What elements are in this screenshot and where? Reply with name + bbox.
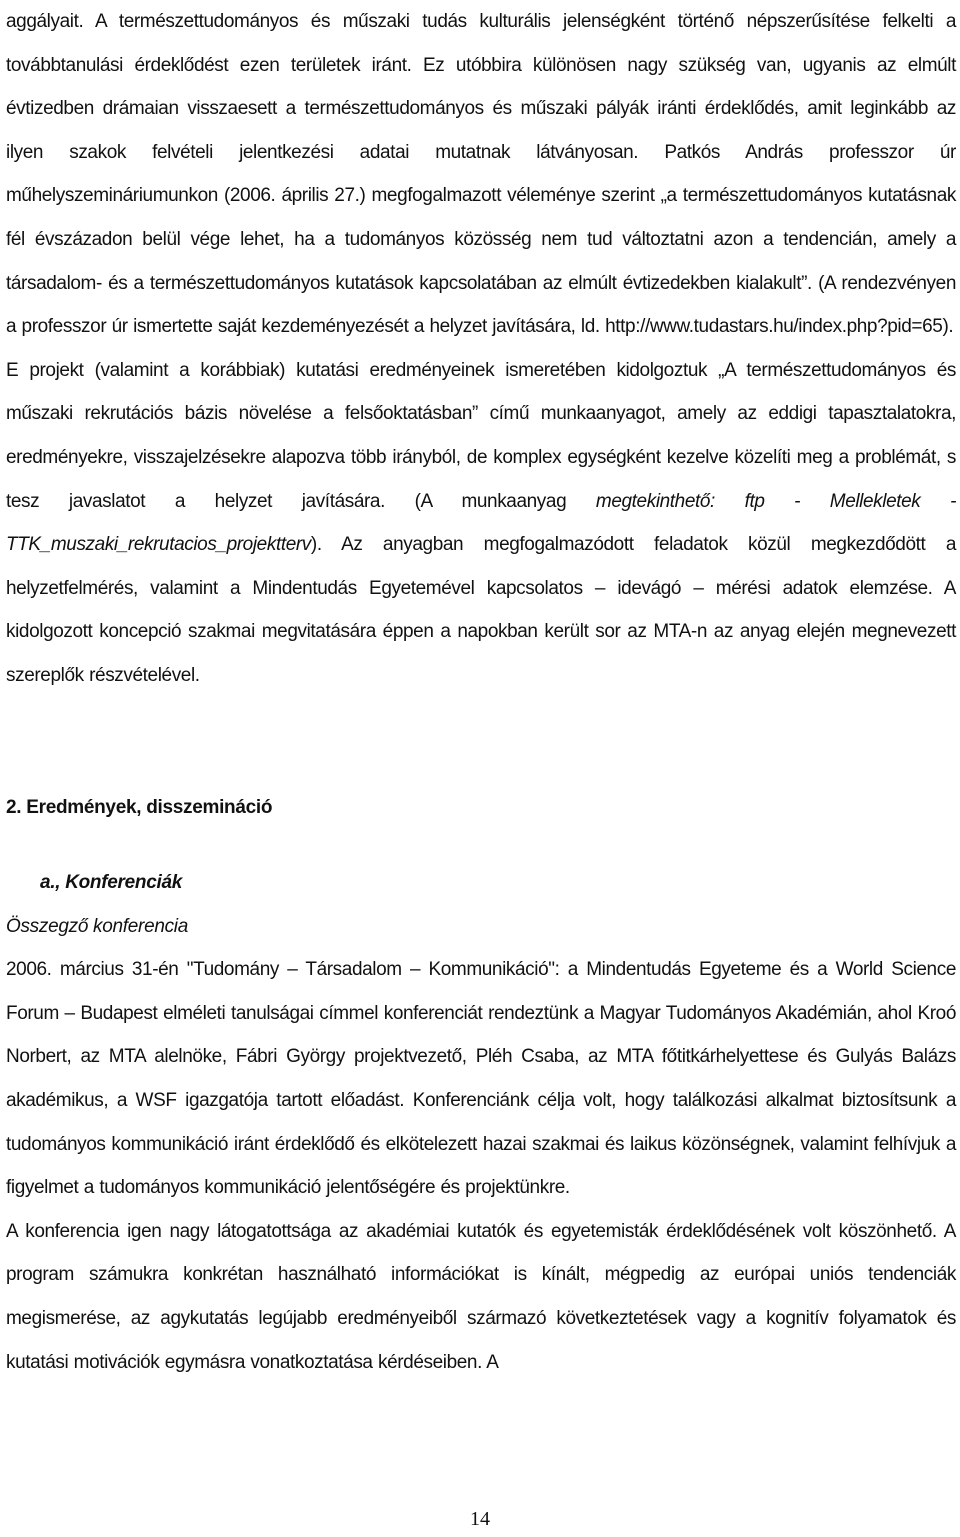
body-paragraph xyxy=(6,349,956,698)
paragraph-text: E projekt (valamint a korábbiak) kutatási eredményeinek ismeretében kidolgoztuk „A természettudományos és műszaki rekrutációs bázis növelése a felsőoktatásban” című munkaanyagot, amely az eddigi tapasztalatokra, eredményekre, visszajelzésekre alapozva több irányból, de komplex egységként kezelve közelíti meg a problémát, s tesz javaslatot a helyzet javítására. (A munkaanyag xyxy=(6,359,956,512)
spacer xyxy=(6,698,956,786)
paragraph-italic-text: megtekinthető: ftp - Mellekletek - TTK_muszaki_rekrutacios_projektterv xyxy=(6,490,956,556)
paragraph-text: ). Az anyagban megfogalmazódott feladatok közül megkezdődött a helyzetfelmérés, valamint a Mindentudás Egyetemével kapcsolatos – idevágó – mérési adatok elemzése. A kidolgozott koncepció szakmai megvitatására éppen a napokban került sor az MTA-n az anyag elején megnevezett szereplők részvételével. xyxy=(6,534,956,686)
subsection-title: Összegző konferencia xyxy=(6,915,188,937)
subsection-heading: a., Konferenciák xyxy=(40,872,182,894)
spacer xyxy=(6,829,956,861)
document-page xyxy=(6,0,956,1384)
page-number: 14 xyxy=(470,1508,490,1530)
body-paragraph: A konferencia igen nagy látogatottsága az akadémiai kutatók és egyetemisták érdeklődésének volt köszönhető. A program számukra konkrétan használható információkat is kínált, mégpedig az európai uniós tendenciák megismerése, az agykutatás legújabb eredményeiből származó következtetések vagy a kognitív folyamatok és kutatási motivációk egymásra vonatkoztatása kérdéseiben. A xyxy=(6,1220,956,1373)
body-paragraph: 2006. március 31-én "Tudomány – Társadalom – Kommunikáció": a Mindentudás Egyeteme és a World Science Forum – Budapest elméleti tanulságai címmel konferenciát rendeztünk a Magyar Tudományos Akadémián, ahol Kroó Norbert, az MTA alelnöke, Fábri György projektvezető, Pléh Csaba, az MTA főtitkárhelyettese és Gulyás Balázs akadémikus, a WSF igazgatója tartott előadást. Konferenciánk célja volt, hogy találkozási alkalmat biztosítsunk a tudományos kommunikáció iránt érdeklődő és elkötelezett hazai szakmai és laikus közönségnek, valamint felhívjuk a figyelmet a tudományos kommunikáció jelentőségére és projektünkre. xyxy=(6,959,956,1199)
section-heading: 2. Eredmények, disszemináció xyxy=(6,796,273,818)
body-paragraph: aggályait. A természettudományos és műszaki tudás kulturális jelenségként történő népszerűsítése felkelti a továbbtanulási érdeklődést ezen területek iránt. Ez utóbbira különösen nagy szükség van, ugyanis az elmúlt évtizedben drámaian visszaesett a természettudományos és műszaki pályák iránti érdeklődés, amit leginkább az ilyen szakok felvételi jelentkezési adatai mutatnak látványosan. Patkós András professzor úr műhelyszemináriumunkon (2006. április 27.) megfogalmazott véleménye szerint „a természettudományos kutatásnak fél évszázadon belül vége lehet, ha a tudományos közösség nem tud változtatni azon a tendencián, amely a társadalom- és a természettudományos kutatások kapcsolatában az elmúlt évtizedekben kialakult”. (A rendezvényen a professzor úr ismertette saját kezdeményezését a helyzet javítására, ld. http://www.tudastars.hu/index.php?pid=65). xyxy=(6,11,956,338)
